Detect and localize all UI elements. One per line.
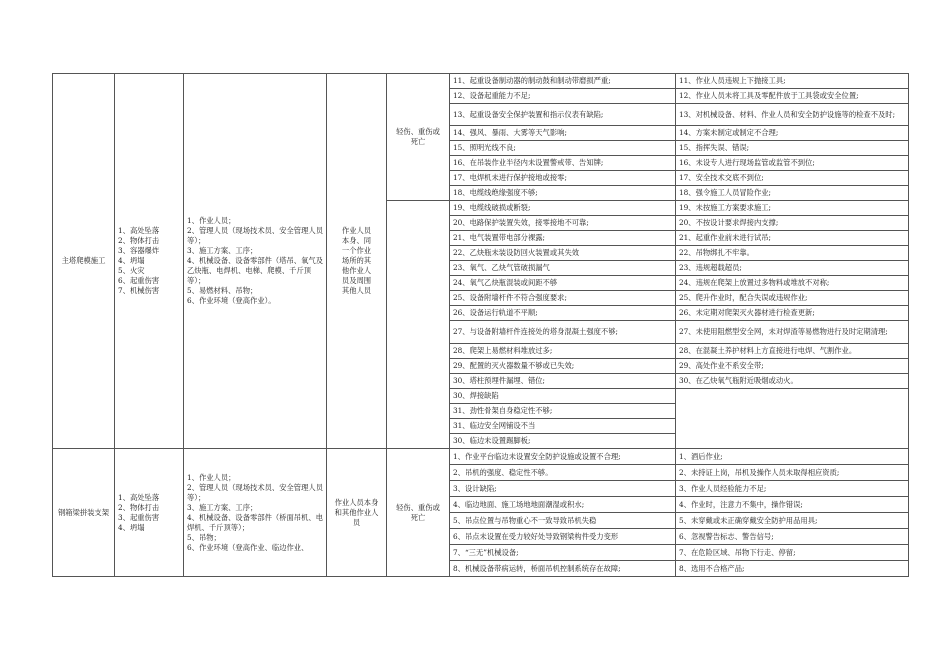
affected-persons-line: 作业人员本身 [334,497,379,507]
hazard-sources-cell [184,74,327,449]
hazard-source-line: 4、机械设备、设备零部件（桥面吊机、电焊机、千斤顶等）； [187,512,323,532]
accident-type-line: 4、坍塌 [118,522,145,532]
hazard-source-line: 1、作业人员； [187,472,236,482]
human-factor: 22、吊物绑扎不牢靠。 [676,246,909,261]
human-factor: 11、作业人员违规上下抛接工具; [676,74,909,89]
human-factor: 13、对机械设备、材料、作业人员和安全防护设施等的检查不及时; [676,104,909,126]
hazard-source-line: 6、作业环境（登高作业、临边作业、 [187,542,309,552]
affected-persons-cell [327,74,387,449]
affected-persons-cell [327,449,387,577]
table-row [53,449,909,465]
affected-persons-line: 一个作业 [341,246,372,255]
hazard-source-line: 4、机械设备、设备零部件（塔吊、氧气及乙炔瓶、电焊机、电梯、爬模、千斤顶等）； [187,256,323,285]
equipment-factor: 30、焊接缺陷 [450,389,676,404]
equipment-factor: 31、临边安全网铺设不当 [450,419,676,434]
equipment-factor: 12、设备起重能力不足; [450,89,676,104]
consequence-cell [387,449,450,577]
accident-type-line: 2、物体打击 [118,236,160,245]
hazard-source-line: 3、施工方案、工序； [187,246,258,255]
human-factor: 12、作业人员未将工具及零配件放于工具袋或安全位置; [676,89,909,104]
equipment-factor: 21、电气装置带电部分裸露; [450,231,676,246]
process-name-cell [53,449,115,577]
equipment-factor: 14、强风、暴雨、大雾等天气影响; [450,126,676,141]
hazard-identification-table [52,73,909,577]
human-factor: 15、指挥失误、错误; [676,141,909,156]
affected-persons-line: 员及周围 [341,276,372,285]
accident-type-line: 2、物体打击 [118,502,160,512]
accident-type-line: 5、火灾 [118,266,145,275]
equipment-factor: 20、电路保护装置失效，接零接地不可靠; [450,216,676,231]
equipment-factor: 28、爬架上易燃材料堆放过多; [450,344,676,359]
human-factor: 6、忽视警告标志、警告信号; [676,529,909,545]
consequence-line: 轻伤、重伤或 [396,502,440,512]
affected-persons-line: 作业人员 [341,226,372,235]
human-factor: 4、作业时，注意力不集中，操作错误; [676,497,909,513]
equipment-factor: 29、配置的灭火器数量不够或已失效; [450,359,676,374]
affected-persons-line: 场所的其 [341,256,372,265]
possible-accidents-cell [115,449,184,577]
hazard-source-line: 2、管理人员（现场技术员、安全管理人员等）； [187,226,323,245]
human-factor: 20、不按设计要求焊接内支撑; [676,216,909,231]
equipment-factor: 1、作业平台临边未设置安全防护设施或设置不合理; [450,449,676,465]
equipment-factor: 8、机械设备带病运转，桥面吊机控制系统存在故障; [450,561,676,577]
process-name: 钢箱梁拼装支架 [57,507,110,517]
human-factor: 3、作业人员经验能力不足; [676,481,909,497]
hazard-source-line: 1、作业人员； [187,216,236,225]
possible-accidents-cell [115,74,184,449]
human-factor: 1、酒后作业; [676,449,909,465]
human-factor: 5、未穿戴或未正确穿戴安全防护用品用具; [676,513,909,529]
human-factor: 29、高处作业不系安全带; [676,359,909,374]
equipment-factor: 30、临边未设置踢脚板; [450,434,676,449]
human-factor: 18、强令施工人员冒险作业; [676,186,909,201]
hazard-source-line: 6、作业环境（登高作业）。 [187,296,276,305]
accident-type-line: 1、高处坠落 [118,226,160,235]
equipment-factor: 31、劲性骨架自身稳定性不够; [450,404,676,419]
equipment-factor: 11、起重设备制动器的制动鼓和制动带磨损严重; [450,74,676,89]
process-name: 主塔爬模施工 [61,256,106,265]
equipment-factor: 24、氧气乙炔瓶混装或间距不够 [450,276,676,291]
equipment-factor: 17、电焊机未进行保护接地或接零; [450,171,676,186]
human-factor: 7、在危险区域、吊物下行走、停留; [676,545,909,561]
human-factor: 17、安全技术交底不到位; [676,171,909,186]
hazard-source-line: 5、易燃材料、吊物； [187,286,258,295]
table-body [53,74,909,577]
process-name-cell [53,74,115,449]
equipment-factor: 26、设备运行轨道不平顺; [450,306,676,321]
equipment-factor: 18、电缆线绝缘强度不够; [450,186,676,201]
human-factor: 16、未设专人进行现场监管或监管不到位; [676,156,909,171]
affected-persons-line: 本身、同 [341,236,372,245]
hazard-sources-cell [184,449,327,577]
equipment-factor: 23、氧气、乙炔气管破损漏气 [450,261,676,276]
accident-type-line: 3、起重伤害 [118,512,160,522]
human-factor: 28、在混凝土养护材料上方直接进行电焊、气割作业。 [676,344,909,359]
equipment-factor: 19、电缆线破损或断裂; [450,201,676,216]
equipment-factor: 6、吊点未设置在受力较好处导致钢梁构件受力变形 [450,529,676,545]
equipment-factor: 4、临边地面、施工场地地面潮湿或积水; [450,497,676,513]
equipment-factor: 2、吊机的强度、稳定性不够。 [450,465,676,481]
equipment-factor: 22、乙炔瓶未装设防回火装置或其失效 [450,246,676,261]
consequence-line: 死亡 [410,512,426,522]
equipment-factor: 16、在吊装作业半径内未设置警戒带、告知牌; [450,156,676,171]
equipment-factor: 13、起重设备安全保护装置和指示仪表有缺陷; [450,104,676,126]
equipment-factor: 7、“三无”机械设备; [450,545,676,561]
human-factor: 2、未持证上岗，吊机及操作人员未取得相应资质; [676,465,909,481]
table-row [53,74,909,89]
human-factor: 27、未使用阻燃型安全网，未对焊渣等易燃物进行及时定期清理; [676,321,909,344]
human-factor: 14、方案未制定或制定不合理; [676,126,909,141]
human-factor: 21、起重作业前未进行试吊; [676,231,909,246]
affected-persons-line: 他作业人 [341,266,372,275]
consequence-cell [387,74,450,201]
human-factor: 26、未定期对爬架灭火器材进行检查更新; [676,306,909,321]
equipment-factor: 15、照明光线不良; [450,141,676,156]
equipment-factor: 5、吊点位置与吊物重心不一致导致吊机失稳 [450,513,676,529]
consequence-cell-blank [387,201,450,449]
human-factor: 24、违规在爬架上放置过多物料或堆放不对称; [676,276,909,291]
human-factor: 25、爬升作业时，配合失误或违规作业; [676,291,909,306]
hazard-source-line: 2、管理人员（现场技术员、安全管理人员等）； [187,482,323,502]
accident-type-line: 4、坍塌 [118,256,145,265]
consequence-line: 轻伤、重伤或 [396,127,440,136]
human-factor: 23、违规超载超员; [676,261,909,276]
accident-type-line: 1、高处坠落 [118,492,160,502]
equipment-factor: 30、塔柱预埋件漏埋、错位; [450,374,676,389]
affected-persons-line: 其他人员 [341,286,372,295]
accident-type-line: 3、容器爆炸 [118,246,160,255]
hazard-source-line: 5、吊物； [187,532,221,542]
equipment-factor: 25、设备附墙杆件不符合强度要求; [450,291,676,306]
accident-type-line: 7、机械伤害 [118,286,160,295]
human-factor-blank [676,389,909,449]
human-factor: 8、选用不合格产品; [676,561,909,577]
human-factor: 30、在乙炔氧气瓶附近吸烟或动火。 [676,374,909,389]
equipment-factor: 27、与设备附墙杆件连接处的塔身混凝土强度不够; [450,321,676,344]
accident-type-line: 6、起重伤害 [118,276,160,285]
affected-persons-line: 员 [352,517,361,527]
equipment-factor: 3、设计缺陷; [450,481,676,497]
consequence-line: 死亡 [410,137,426,146]
affected-persons-line: 和其他作业人 [334,507,379,517]
human-factor: 19、未按施工方案要求施工; [676,201,909,216]
hazard-source-line: 3、施工方案、工序； [187,502,258,512]
